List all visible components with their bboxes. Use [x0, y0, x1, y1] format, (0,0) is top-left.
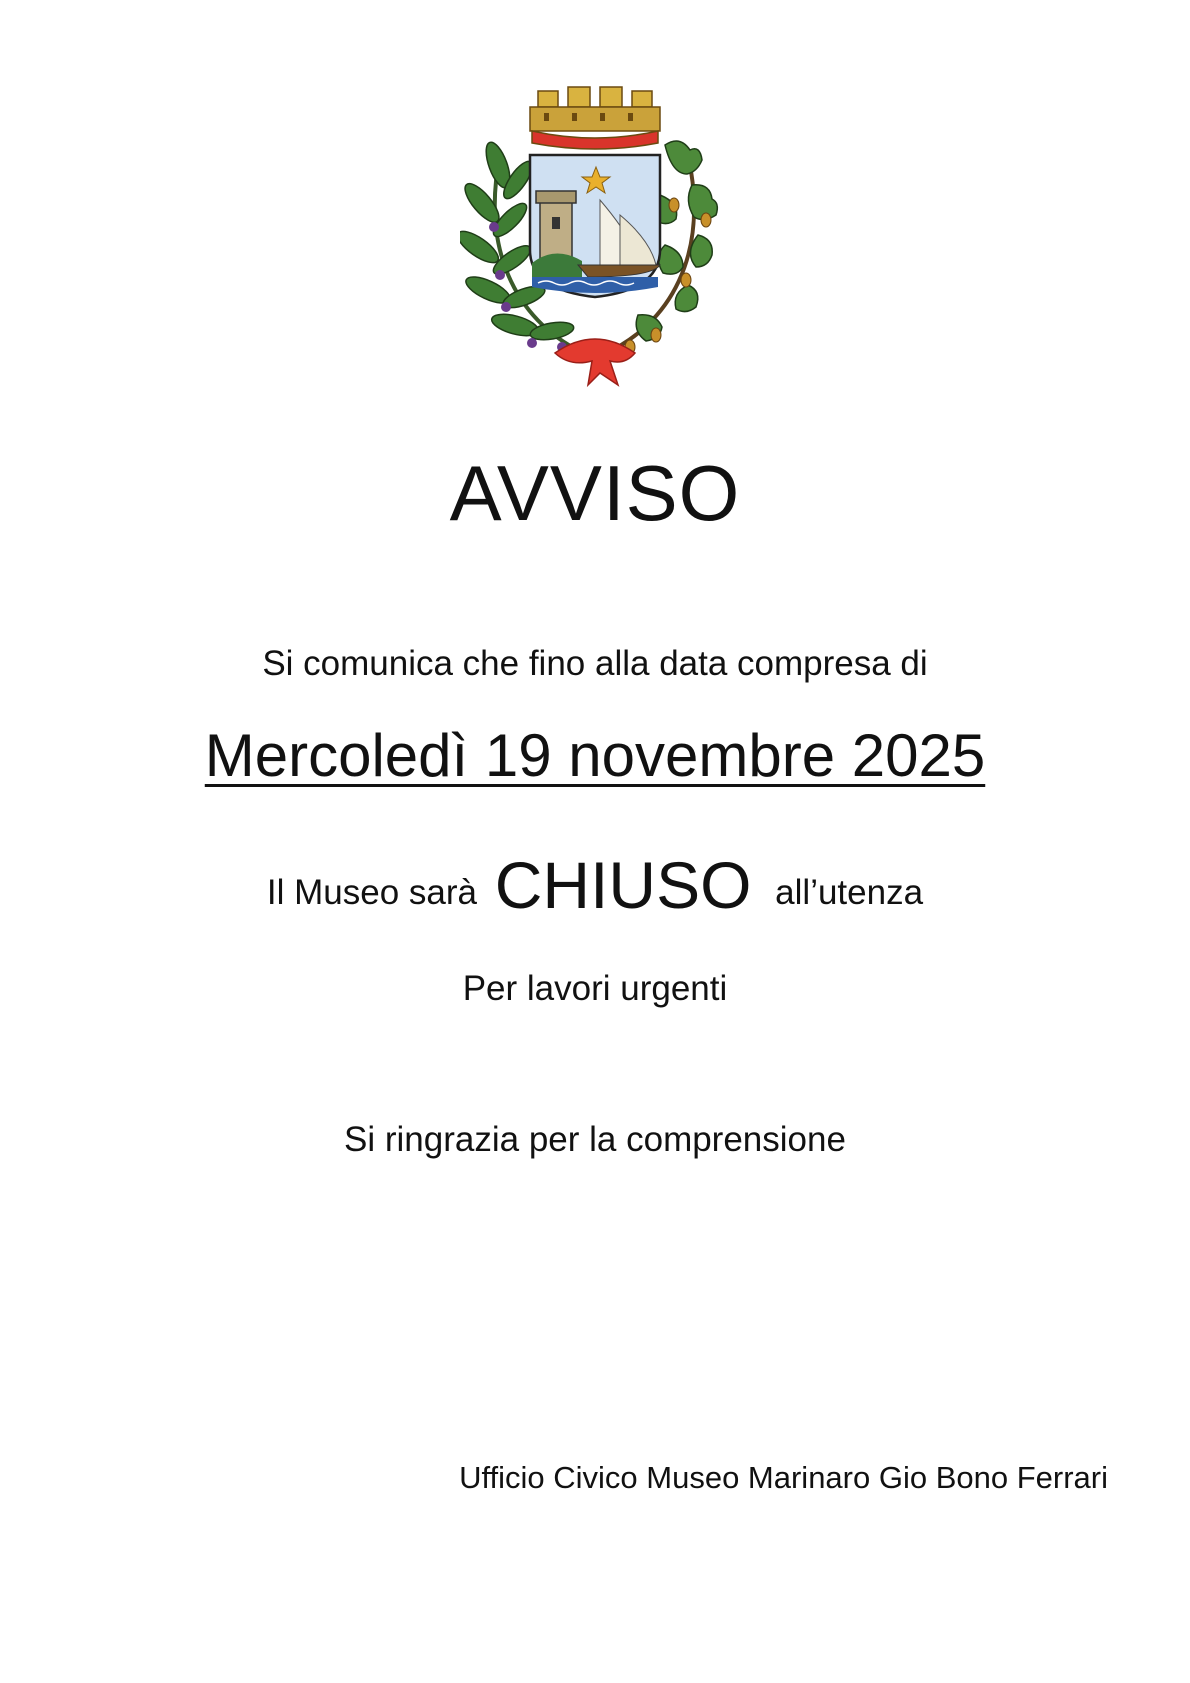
closure-suffix: all’utenza [775, 873, 924, 912]
office-signature: Ufficio Civico Museo Marinaro Gio Bono Ferrari [459, 1460, 1108, 1495]
closure-reason: Per lavori urgenti [462, 969, 728, 1008]
closure-prefix: Il Museo sarà [266, 873, 478, 912]
coat-of-arms-icon [460, 85, 730, 400]
notice-title: AVVISO [449, 449, 741, 537]
notice-intro: Si comunica che fino alla data compresa di [262, 644, 928, 683]
closure-statement [0, 845, 1190, 933]
thanks-note: Si ringrazia per la comprensione [344, 1120, 846, 1159]
closure-date: Mercoledì 19 novembre 2025 [204, 722, 986, 789]
closed-word: CHIUSO [494, 848, 752, 922]
